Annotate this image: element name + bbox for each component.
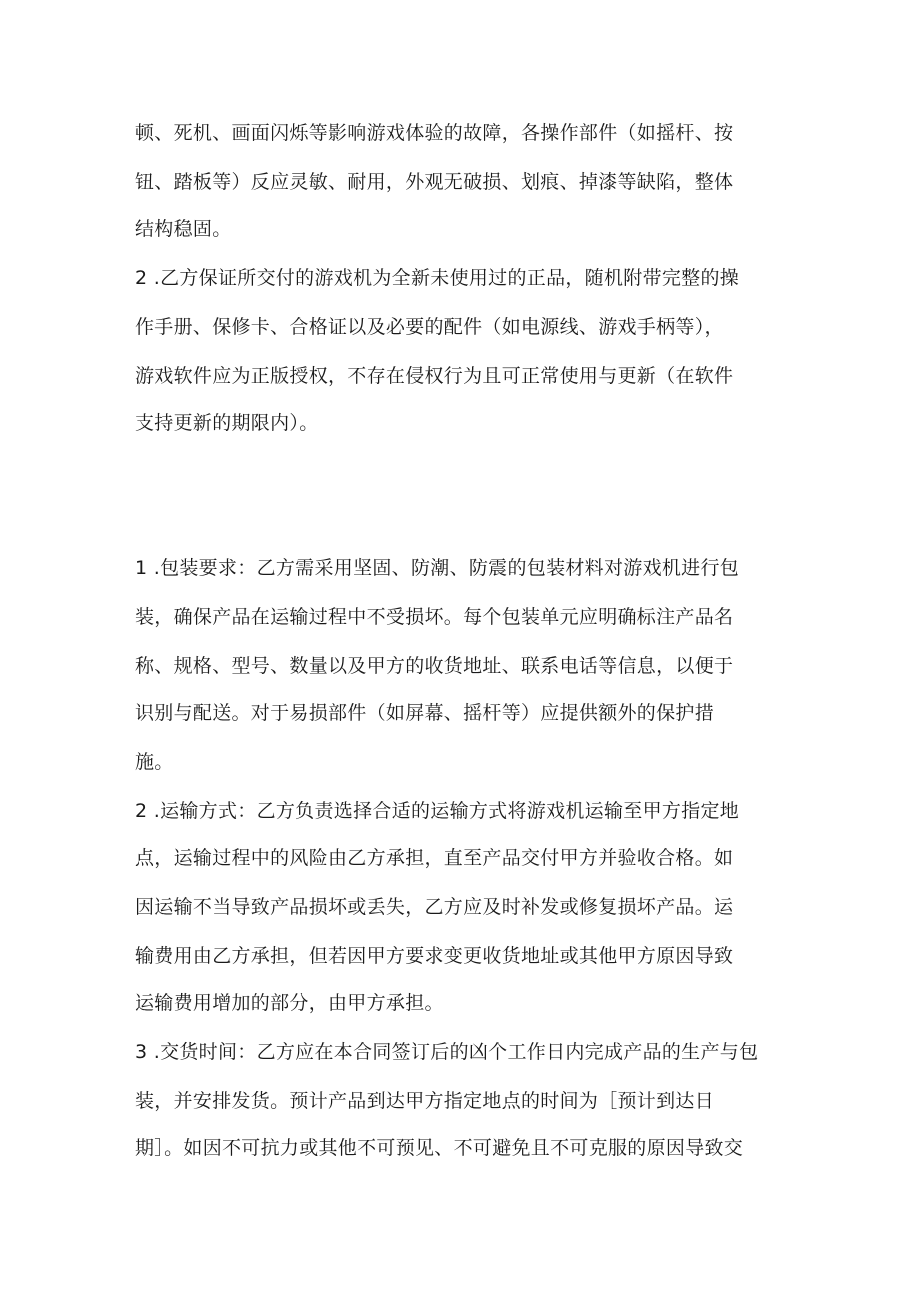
text-line: 运输费用增加的部分，由甲方承担。 bbox=[135, 992, 444, 1014]
text-line: 支持更新的期限内）。 bbox=[135, 412, 319, 434]
text-line: 因运输不当导致产品损坏或丢失，乙方应及时补发或修复损坏产品。运 bbox=[135, 896, 734, 918]
text-line: 期］。如因不可抗力或其他不可预见、不可避免且不可克服的原因导致交 bbox=[135, 1137, 744, 1159]
text-line: 装，并安排发货。预计产品到达甲方指定地点的时间为［预计到达日 bbox=[135, 1090, 715, 1112]
text-line: 2 .运输方式：乙方负责选择合适的运输方式将游戏机运输至甲方指定地 bbox=[135, 800, 740, 822]
text-line: 称、规格、型号、数量以及甲方的收货地址、联系电话等信息，以便于 bbox=[135, 655, 734, 677]
text-line: 施。 bbox=[135, 751, 174, 773]
text-line: 顿、死机、画面闪烁等影响游戏体验的故障，各操作部件（如摇杆、按 bbox=[135, 122, 734, 144]
text-line: 结构稳固。 bbox=[135, 218, 232, 240]
text-line: 3 .交货时间：乙方应在本合同签订后的凶个工作日内完成产品的生产与包 bbox=[135, 1041, 759, 1063]
text-line: 点，运输过程中的风险由乙方承担，直至产品交付甲方并验收合格。如 bbox=[135, 847, 734, 869]
text-line: 2 .乙方保证所交付的游戏机为全新未使用过的正品，随机附带完整的操 bbox=[135, 267, 740, 289]
text-line: 游戏软件应为正版授权，不存在侵权行为且可正常使用与更新（在软件 bbox=[135, 365, 734, 387]
text-line: 作手册、保修卡、合格证以及必要的配件（如电源线、游戏手柄等）， bbox=[135, 316, 724, 338]
text-line: 钮、踏板等）反应灵敏、耐用，外观无破损、划痕、掉漆等缺陷，整体 bbox=[135, 171, 734, 193]
text-line: 识别与配送。对于易损部件（如屏幕、摇杆等）应提供额外的保护措 bbox=[135, 702, 715, 724]
text-line: 1 .包装要求：乙方需采用坚固、防潮、防震的包装材料对游戏机进行包 bbox=[135, 557, 740, 579]
text-line: 输费用由乙方承担，但若因甲方要求变更收货地址或其他甲方原因导致 bbox=[135, 945, 734, 967]
text-line: 装，确保产品在运输过程中不受损坏。每个包装单元应明确标注产品名 bbox=[135, 606, 734, 628]
